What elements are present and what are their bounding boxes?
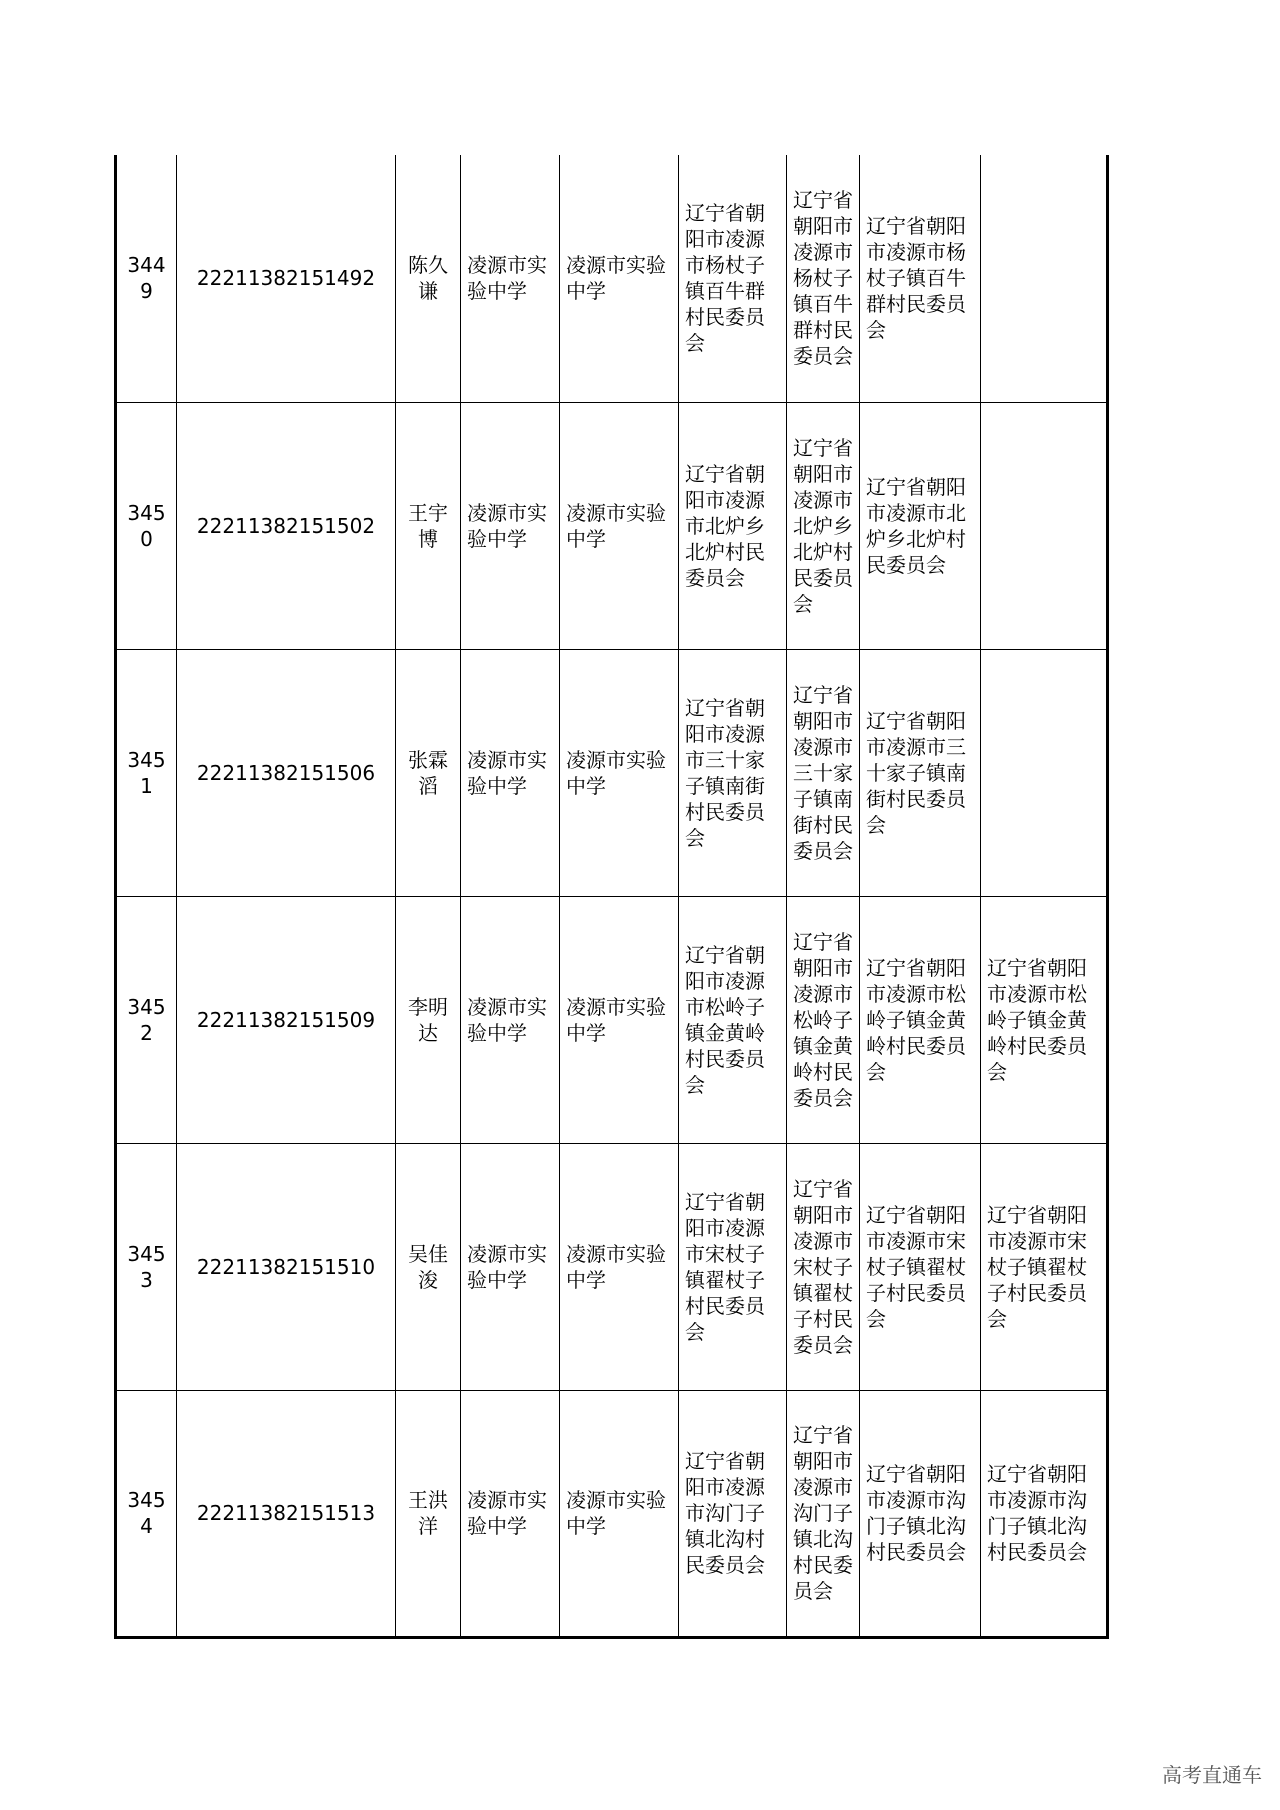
address-cell: 辽宁省朝阳市凌源市杨杖子镇百牛群村民委员会 [679, 155, 787, 402]
address-cell: 辽宁省朝阳市凌源市北炉乡北炉村民委员会 [679, 402, 787, 649]
seq-cell: 3450 [116, 402, 177, 649]
watermark: 高考直通车 [1162, 1763, 1262, 1787]
name-cell: 张霖滔 [396, 649, 461, 896]
candidate-id-cell: 22211382151506 [177, 649, 396, 896]
school-cell: 凌源市实验中学 [461, 402, 560, 649]
candidate-id-cell: 22211382151492 [177, 155, 396, 402]
address-cell: 辽宁省朝阳市凌源市松岭子镇金黄岭村民委员会 [679, 896, 787, 1143]
seq-cell: 3454 [116, 1390, 177, 1637]
address-cell: 辽宁省朝阳市凌源市三十家子镇南街村民委员会 [679, 649, 787, 896]
household-address-cell: 辽宁省朝阳市凌源市沟门子镇北沟村民委员会 [787, 1390, 860, 1637]
seq-cell: 3451 [116, 649, 177, 896]
residence-address-cell: 辽宁省朝阳市凌源市三十家子镇南街村民委员会 [860, 649, 981, 896]
residence-address-cell: 辽宁省朝阳市凌源市北炉乡北炉村民委员会 [860, 402, 981, 649]
school-full-cell: 凌源市实验中学 [560, 1390, 679, 1637]
table-row [116, 649, 1108, 896]
seq-cell: 3449 [116, 155, 177, 402]
household-address-cell: 辽宁省朝阳市凌源市宋杖子镇翟杖子村民委员会 [787, 1143, 860, 1390]
school-full-cell: 凌源市实验中学 [560, 896, 679, 1143]
table-row [116, 402, 1108, 649]
school-cell: 凌源市实验中学 [461, 1143, 560, 1390]
residence-address-cell: 辽宁省朝阳市凌源市沟门子镇北沟村民委员会 [860, 1390, 981, 1637]
table-row [116, 896, 1108, 1143]
school-full-cell: 凌源市实验中学 [560, 402, 679, 649]
household-address-cell: 辽宁省朝阳市凌源市杨杖子镇百牛群村民委员会 [787, 155, 860, 402]
address-cell: 辽宁省朝阳市凌源市宋杖子镇翟杖子村民委员会 [679, 1143, 787, 1390]
name-cell: 陈久谦 [396, 155, 461, 402]
seq-cell: 3452 [116, 896, 177, 1143]
name-cell: 王洪洋 [396, 1390, 461, 1637]
other-address-cell [981, 402, 1108, 649]
residence-address-cell: 辽宁省朝阳市凌源市宋杖子镇翟杖子村民委员会 [860, 1143, 981, 1390]
household-address-cell: 辽宁省朝阳市凌源市三十家子镇南街村民委员会 [787, 649, 860, 896]
residence-address-cell: 辽宁省朝阳市凌源市杨杖子镇百牛群村民委员会 [860, 155, 981, 402]
other-address-cell [981, 649, 1108, 896]
school-cell: 凌源市实验中学 [461, 1390, 560, 1637]
school-cell: 凌源市实验中学 [461, 649, 560, 896]
other-address-cell: 辽宁省朝阳市凌源市松岭子镇金黄岭村民委员会 [981, 896, 1108, 1143]
school-cell: 凌源市实验中学 [461, 896, 560, 1143]
name-cell: 李明达 [396, 896, 461, 1143]
other-address-cell [981, 155, 1108, 402]
school-cell: 凌源市实验中学 [461, 155, 560, 402]
table-row [116, 1390, 1108, 1637]
name-cell: 吴佳浚 [396, 1143, 461, 1390]
school-full-cell: 凌源市实验中学 [560, 649, 679, 896]
candidate-id-cell: 22211382151502 [177, 402, 396, 649]
name-cell: 王宇博 [396, 402, 461, 649]
school-full-cell: 凌源市实验中学 [560, 155, 679, 402]
candidate-id-cell: 22211382151513 [177, 1390, 396, 1637]
seq-cell: 3453 [116, 1143, 177, 1390]
address-cell: 辽宁省朝阳市凌源市沟门子镇北沟村民委员会 [679, 1390, 787, 1637]
household-address-cell: 辽宁省朝阳市凌源市北炉乡北炉村民委员会 [787, 402, 860, 649]
candidate-id-cell: 22211382151510 [177, 1143, 396, 1390]
other-address-cell: 辽宁省朝阳市凌源市宋杖子镇翟杖子村民委员会 [981, 1143, 1108, 1390]
other-address-cell: 辽宁省朝阳市凌源市沟门子镇北沟村民委员会 [981, 1390, 1108, 1637]
table-row [116, 155, 1108, 402]
school-full-cell: 凌源市实验中学 [560, 1143, 679, 1390]
table-row [116, 1143, 1108, 1390]
candidate-id-cell: 22211382151509 [177, 896, 396, 1143]
residence-address-cell: 辽宁省朝阳市凌源市松岭子镇金黄岭村民委员会 [860, 896, 981, 1143]
household-address-cell: 辽宁省朝阳市凌源市松岭子镇金黄岭村民委员会 [787, 896, 860, 1143]
roster-table [114, 155, 1109, 1639]
